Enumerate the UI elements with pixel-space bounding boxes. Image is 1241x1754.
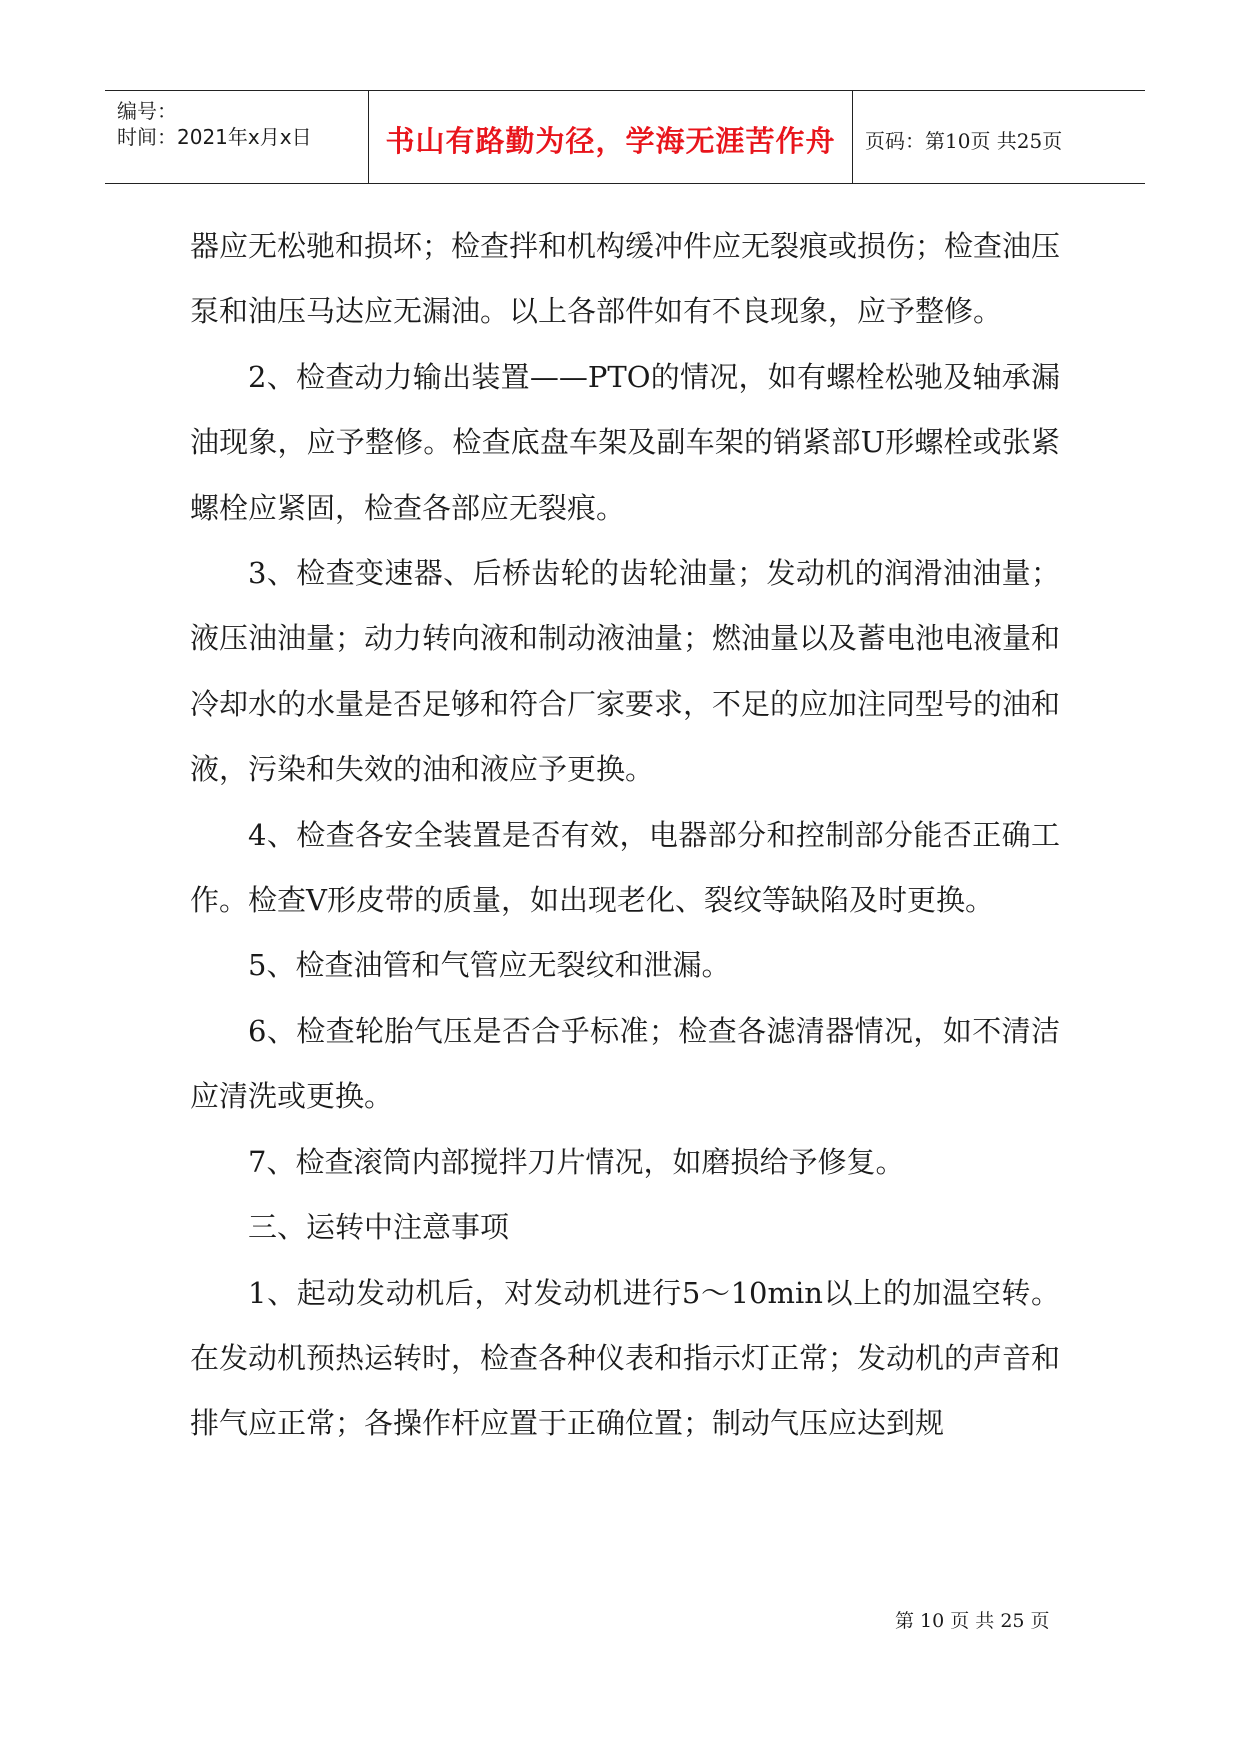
paragraph-item-6: 6、检查轮胎气压是否合乎标准；检查各滤清器情况，如不清洁应清洗或更换。 (190, 1013, 1060, 1114)
section-heading: 三、运转中注意事项 (248, 1210, 510, 1245)
paragraph-item-5: 5、检查油管和气管应无裂纹和泄漏。 (248, 948, 731, 983)
document-body (190, 214, 1060, 1457)
paragraph-item-7: 7、检查滚筒内部搅拌刀片情况，如磨损给予修复。 (248, 1144, 905, 1179)
paragraph-item-3: 3、检查变速器、后桥齿轮的齿轮油量；发动机的润滑油油量；液压油油量；动力转向液和制动液油量；燃油量以及蓄电池电液量和冷却水的水量是否足够和符合厂家要求，不足的应加注同型号的油和液，污染和失效的油和液应予更换。 (190, 556, 1061, 787)
doc-number-label: 编号： (117, 99, 177, 123)
header-page-info: 页码：第10页 共25页 (865, 129, 1063, 153)
time-label: 时间：2021年x月x日 (117, 125, 312, 149)
header-motto: 书山有路勤为径，学海无涯苦作舟 (385, 124, 836, 158)
header-info-cell (105, 91, 369, 183)
page-footer-number: 第 10 页 共 25 页 (895, 1610, 1050, 1632)
page-header (105, 90, 1145, 184)
paragraph-item-2: 2、检查动力输出装置——PTO的情况，如有螺栓松驰及轴承漏油现象，应予整修。检查底盘车架及副车架的销紧部U形螺栓或张紧螺栓应紧固，检查各部应无裂痕。 (190, 359, 1060, 525)
paragraph-continued: 器应无松驰和损坏；检查拌和机构缓冲件应无裂痕或损伤；检查油压泵和油压马达应无漏油。以上各部件如有不良现象，应予整修。 (190, 229, 1061, 329)
header-motto-cell (369, 91, 853, 183)
paragraph-operation-1: 1、起动发动机后，对发动机进行5～10min以上的加温空转。在发动机预热运转时，检查各种仪表和指示灯正常；发动机的声音和排气应正常；各操作杆应置于正确位置；制动气压应达到规 (190, 1275, 1061, 1441)
header-page-cell (853, 91, 1145, 183)
paragraph-item-4: 4、检查各安全装置是否有效，电器部分和控制部分能否正确工作。检查V形皮带的质量，如出现老化、裂纹等缺陷及时更换。 (190, 817, 1060, 918)
